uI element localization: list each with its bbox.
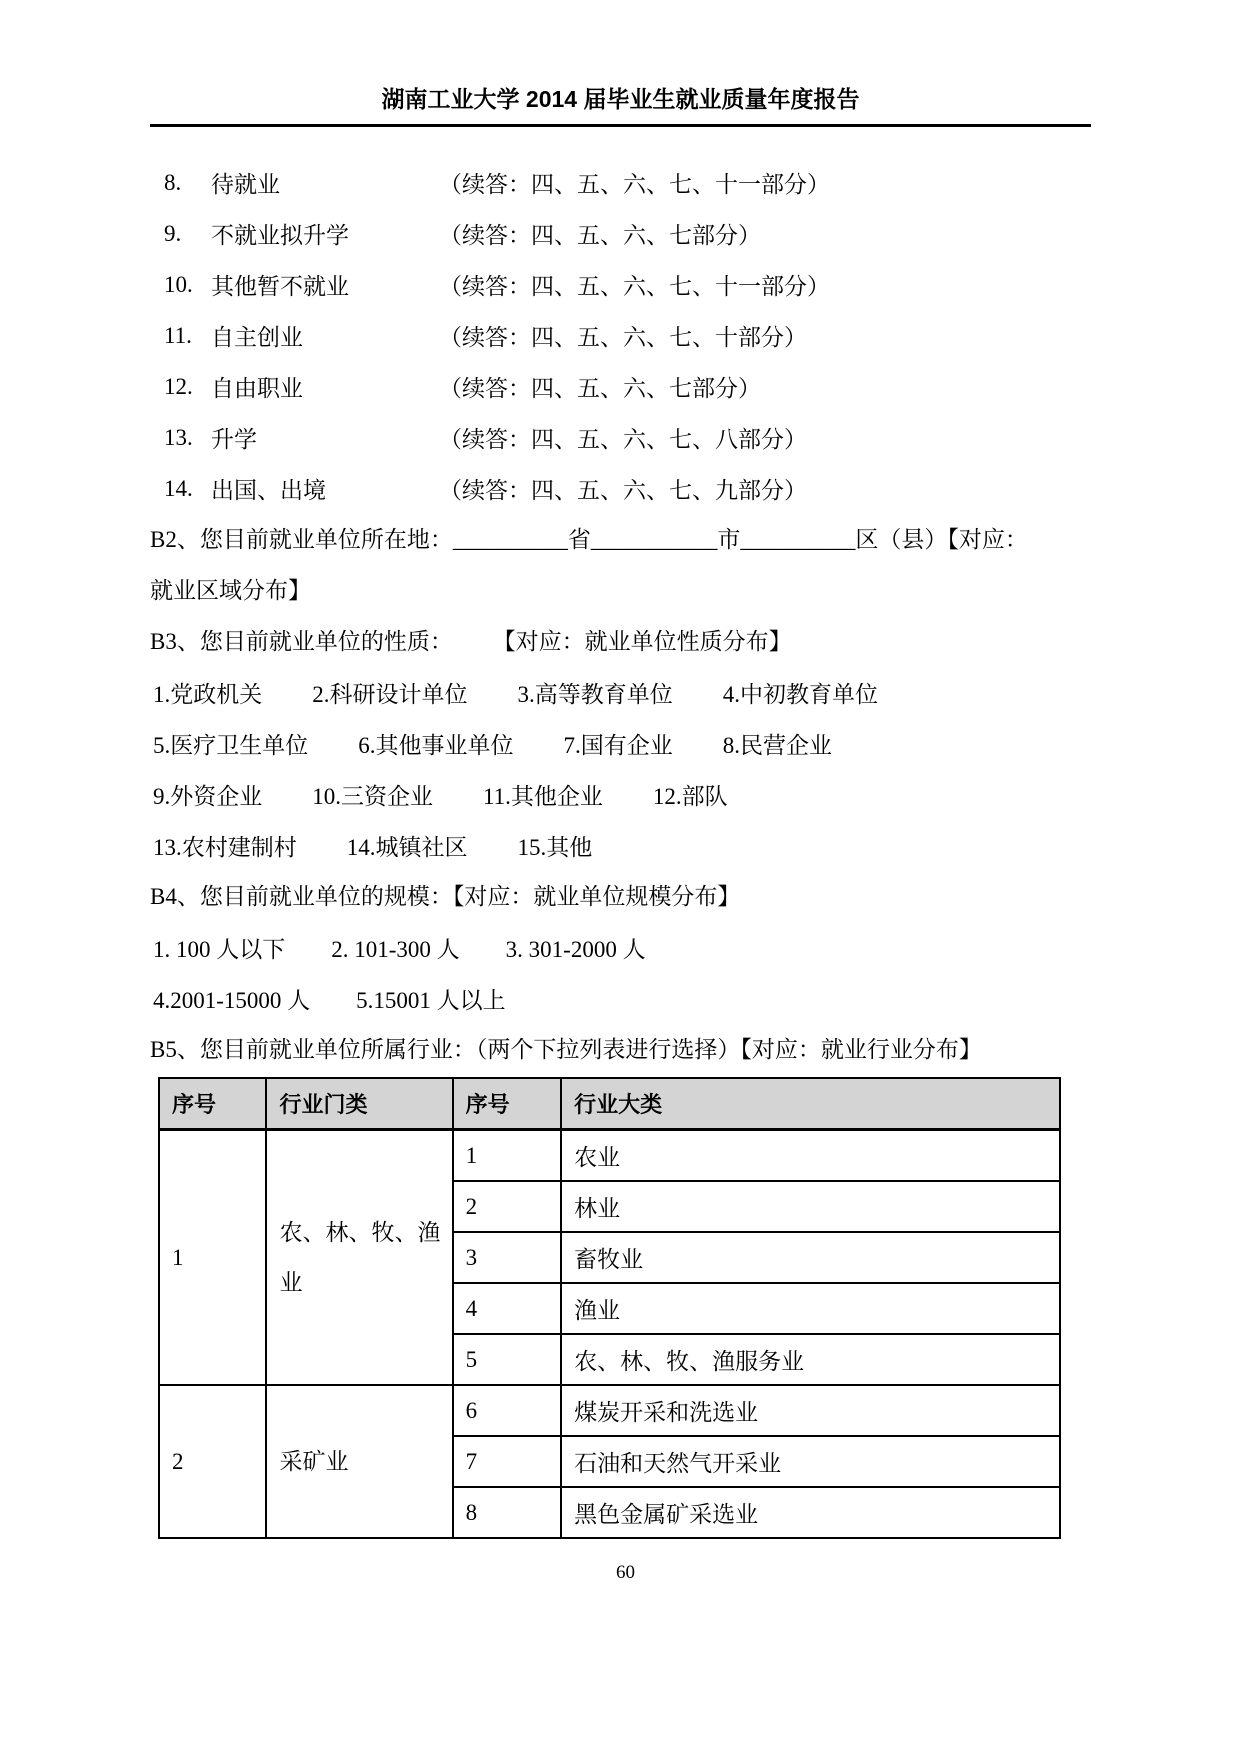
table-row [159, 1385, 1060, 1436]
group-number: 2 [159, 1385, 266, 1538]
question-b5: B5、您目前就业单位所属行业：（两个下拉列表进行选择）【对应：就业行业分布】 [150, 1037, 982, 1062]
row-industry: 黑色金属矿采选业 [561, 1487, 1060, 1538]
page-content [150, 157, 1101, 1585]
option: 4.2001-15000 人 [153, 988, 311, 1013]
list-item-8 [150, 157, 1101, 208]
item-number: 14. [164, 475, 193, 501]
option: 5.医疗卫生单位 [153, 733, 309, 758]
question-b2-line1: B2、您目前就业单位所在地：__________省___________市__________区（县）【对应： [150, 527, 1028, 552]
question-b4: B4、您目前就业单位的规模：【对应：就业单位规模分布】 [150, 884, 741, 909]
item-label: 自主创业 [211, 325, 303, 350]
row-industry: 石油和天然气开采业 [561, 1436, 1060, 1487]
row-industry: 煤炭开采和洗选业 [561, 1385, 1060, 1436]
row-number: 5 [453, 1334, 562, 1385]
question-b2-line2: 就业区域分布】 [150, 578, 311, 603]
option: 3.高等教育单位 [517, 682, 673, 707]
item-note: （续答：四、五、六、七部分） [439, 223, 761, 248]
question-b3-label: B3、您目前就业单位的性质： [150, 629, 453, 654]
row-industry: 农、林、牧、渔服务业 [561, 1334, 1060, 1385]
item-label: 出国、出境 [211, 478, 326, 503]
item-number: 12. [164, 373, 193, 399]
item-number: 13. [164, 424, 193, 450]
item-label: 升学 [211, 427, 257, 452]
option: 4.中初教育单位 [722, 682, 878, 707]
option: 5.15001 人以上 [356, 988, 506, 1013]
group-category: 农、林、牧、渔业 [266, 1130, 452, 1386]
item-note: （续答：四、五、六、七、十部分） [439, 325, 807, 350]
b4-options-row-1 [150, 922, 1101, 973]
option: 12.部队 [652, 784, 728, 809]
item-number: 9. [164, 220, 182, 246]
option: 13.农村建制村 [153, 835, 297, 860]
industry-table [158, 1077, 1061, 1539]
item-number: 10. [164, 271, 193, 297]
option: 11.其他企业 [483, 784, 603, 809]
option: 15.其他 [517, 835, 593, 860]
row-number: 6 [453, 1385, 562, 1436]
option: 6.其他事业单位 [358, 733, 514, 758]
item-note: （续答：四、五、六、七、八部分） [439, 427, 807, 452]
item-label: 不就业拟升学 [211, 223, 349, 248]
row-industry: 林业 [561, 1181, 1060, 1232]
row-number: 4 [453, 1283, 562, 1334]
item-label: 自由职业 [211, 376, 303, 401]
question-b3 [150, 616, 1101, 667]
option: 9.外资企业 [153, 784, 263, 809]
b3-options-row-3 [150, 769, 1101, 820]
option: 8.民营企业 [722, 733, 832, 758]
row-number: 7 [453, 1436, 562, 1487]
list-item-11 [150, 310, 1101, 361]
list-item-12 [150, 361, 1101, 412]
list-item-9 [150, 208, 1101, 259]
page-header-title: 湖南工业大学 2014 届毕业生就业质量年度报告 [381, 86, 860, 112]
question-b3-note: 【对应：就业单位性质分布】 [492, 629, 792, 654]
list-item-10 [150, 259, 1101, 310]
b3-options-row-2 [150, 718, 1101, 769]
option: 1. 100 人以下 [153, 937, 286, 962]
header-industry-subclass: 行业大类 [561, 1078, 1060, 1130]
item-label: 其他暂不就业 [211, 274, 349, 299]
row-number: 8 [453, 1487, 562, 1538]
row-number: 3 [453, 1232, 562, 1283]
b4-options-row-2 [150, 973, 1101, 1024]
item-number: 11. [164, 322, 192, 348]
row-number: 1 [453, 1130, 562, 1182]
option: 3. 301-2000 人 [505, 937, 646, 962]
item-number: 8. [164, 169, 182, 195]
header-industry-category: 行业门类 [266, 1078, 452, 1130]
group-number: 1 [159, 1130, 266, 1386]
b3-options-row-1 [150, 667, 1101, 718]
header-seq-category: 序号 [159, 1078, 266, 1130]
table-row [159, 1130, 1060, 1182]
item-note: （续答：四、五、六、七、九部分） [439, 478, 807, 503]
header-seq-subclass: 序号 [453, 1078, 562, 1130]
row-number: 2 [453, 1181, 562, 1232]
row-industry: 渔业 [561, 1283, 1060, 1334]
item-note: （续答：四、五、六、七、十一部分） [439, 274, 830, 299]
list-item-14 [150, 463, 1101, 514]
option: 2. 101-300 人 [331, 937, 460, 962]
group-category: 采矿业 [266, 1385, 452, 1538]
page-number: 60 [616, 1562, 635, 1583]
option: 10.三资企业 [312, 784, 433, 809]
option: 14.城镇社区 [346, 835, 468, 860]
item-label: 待就业 [211, 172, 280, 197]
option: 2.科研设计单位 [312, 682, 468, 707]
table-header-row [159, 1078, 1060, 1130]
header-divider [150, 124, 1091, 127]
item-note: （续答：四、五、六、七部分） [439, 376, 761, 401]
option: 7.国有企业 [563, 733, 673, 758]
item-note: （续答：四、五、六、七、十一部分） [439, 172, 830, 197]
list-item-13 [150, 412, 1101, 463]
row-industry: 畜牧业 [561, 1232, 1060, 1283]
option: 1.党政机关 [153, 682, 263, 707]
row-industry: 农业 [561, 1130, 1060, 1182]
b3-options-row-4 [150, 820, 1101, 871]
